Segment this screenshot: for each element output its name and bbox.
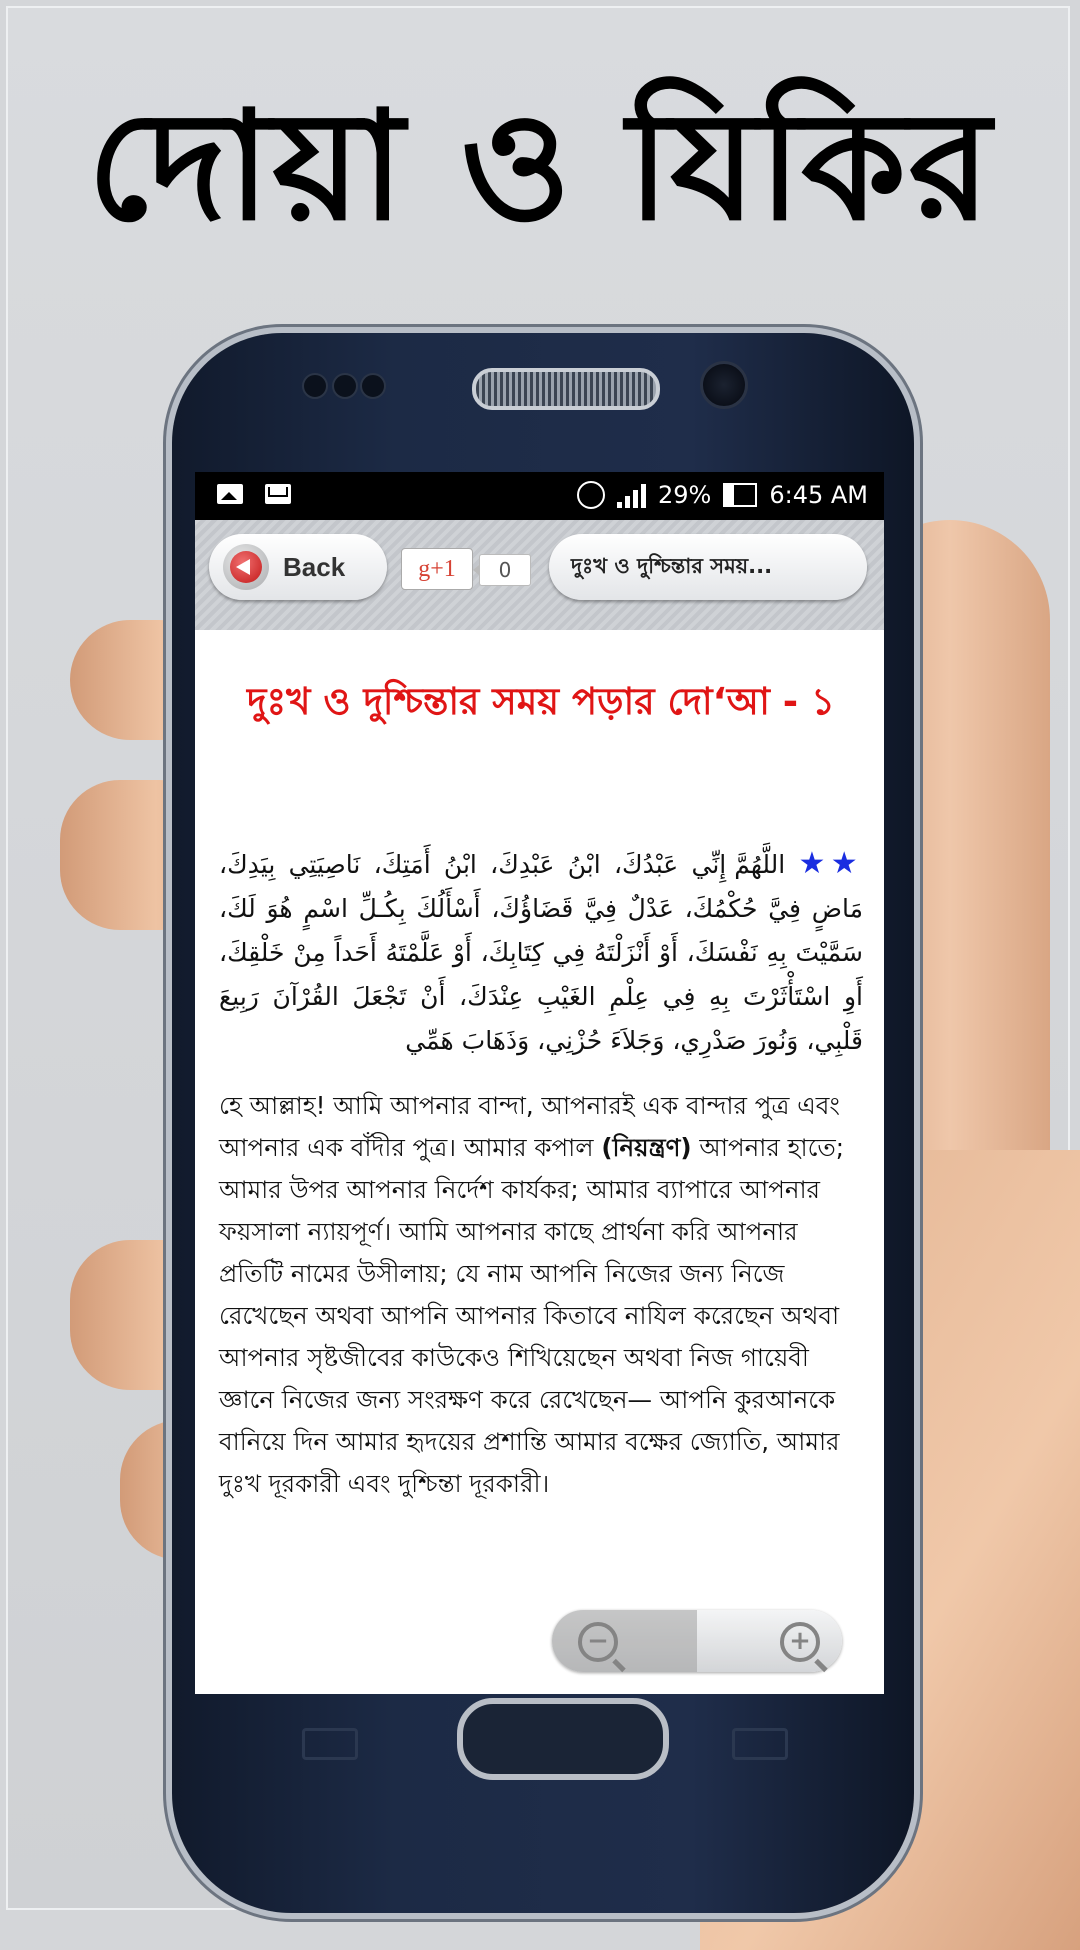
dua-content[interactable] (207, 630, 875, 1694)
zoom-out-button[interactable] (552, 1610, 697, 1672)
zoom-out-icon (578, 1622, 618, 1662)
battery-percent: 29% (658, 481, 712, 509)
back-arrow-icon (223, 544, 269, 590)
sensor-icon (332, 373, 358, 399)
google-plus-count: 0 (479, 554, 531, 586)
recent-apps-key[interactable] (302, 1728, 358, 1760)
bangla-translation (219, 1085, 863, 1505)
promo-title: দোয়া ও যিকির (87, 80, 993, 254)
back-key[interactable] (732, 1728, 788, 1760)
gmail-icon (265, 484, 291, 504)
phone-screen (195, 472, 884, 1694)
star-icon: ★★ (798, 846, 863, 881)
gallery-icon (217, 484, 243, 504)
earpiece-speaker (472, 368, 660, 410)
bangla-bold-text: (নিয়ন্ত্রণ) (601, 1133, 692, 1162)
zoom-in-button[interactable] (780, 1622, 820, 1662)
back-button-label: Back (283, 551, 346, 582)
battery-icon (723, 483, 757, 507)
sensor-icon (360, 373, 386, 399)
front-camera-icon (700, 361, 748, 409)
zoom-in-symbol: + (789, 1626, 811, 1656)
home-button[interactable] (457, 1698, 669, 1780)
google-plus-button[interactable]: g+1 (401, 548, 473, 590)
dua-title: দুঃখ ও দুশ্চিন্তার সময় পড়ার দো‘আ - ১ (247, 680, 835, 723)
signal-icon (617, 482, 646, 508)
arabic-text (219, 842, 863, 1063)
alarm-icon (577, 481, 605, 509)
zoom-out-symbol: − (587, 1626, 609, 1656)
bangla-text: হে আল্লাহ! আমি আপনার বান্দা, আপনারই এক বান্দার পুত্র এবং আপনার এক বাঁদীর পুত্র। আমার কপাল (219, 1091, 840, 1162)
clock: 6:45 AM (769, 481, 868, 509)
zoom-control (552, 1610, 842, 1672)
arabic-dua: اللَّهُمَّ إِنِّي عَبْدُكَ، ابْنُ عَبْدِكَ، ابْنُ أَمَتِكَ، نَاصِيَتِي بِيَدِكَ، مَاضٍ فِيَّ حُكْمُكَ، عَدْلٌ فِيَّ قَضَاؤُكَ، أَسْأَلُكَ بِكُـلِّ اسْمٍ هُوَ لَكَ، سَمَّيْتَ بِهِ نَفْسَكَ، أَوْ أَنْزَلْتَهُ فِي كِتَابِكَ، أَوْ عَلَّمْتَهُ أَحَداً مِنْ خَلْقِكَ، أَوِ اسْتَأْثَرْتَ بِهِ فِي عِلْمِ الغَيْبِ عِنْدَكَ، أَنْ تَجْعَلَ القُرْآنَ رَبِيعَ قَلْبِي، وَنُورَ صَدْرِي، وَجَلاَءَ حُزْنِي، وَذَهَابَ هَمِّي (219, 850, 863, 1055)
page-title-pill[interactable]: দুঃখ ও দুশ্চিন্তার সময়... (549, 534, 867, 600)
sensor-icon (302, 373, 328, 399)
bangla-text: আপনার হাতে; আমার উপর আপনার নির্দেশ কার্যকর; আমার ব্যাপারে আপনার ফয়সালা ন্যায়পূর্ণ। আমি আপনার কাছে প্রার্থনা করি আপনার প্রতিটি নামের উসীলায়; যে নাম আপনি নিজের জন্য নিজে রেখেছেন অথবা আপনি আপনার কিতাবে নাযিল করেছেন অথবা আপনার সৃষ্টজীবের কাউকেও শিখিয়েছেন অথবা নিজ গায়েবী জ্ঞানে নিজের জন্য সংরক্ষণ করে রেখেছেন— আপনি কুরআনকে বানিয়ে দিন আমার হৃদয়ের প্রশান্তি আমার বক্ষের জ্যোতি, আমার দুঃখ দূরকারী এবং দুশ্চিন্তা দূরকারী। (219, 1133, 845, 1498)
status-bar (195, 472, 884, 520)
app-toolbar (195, 520, 884, 630)
back-button[interactable] (209, 534, 387, 600)
